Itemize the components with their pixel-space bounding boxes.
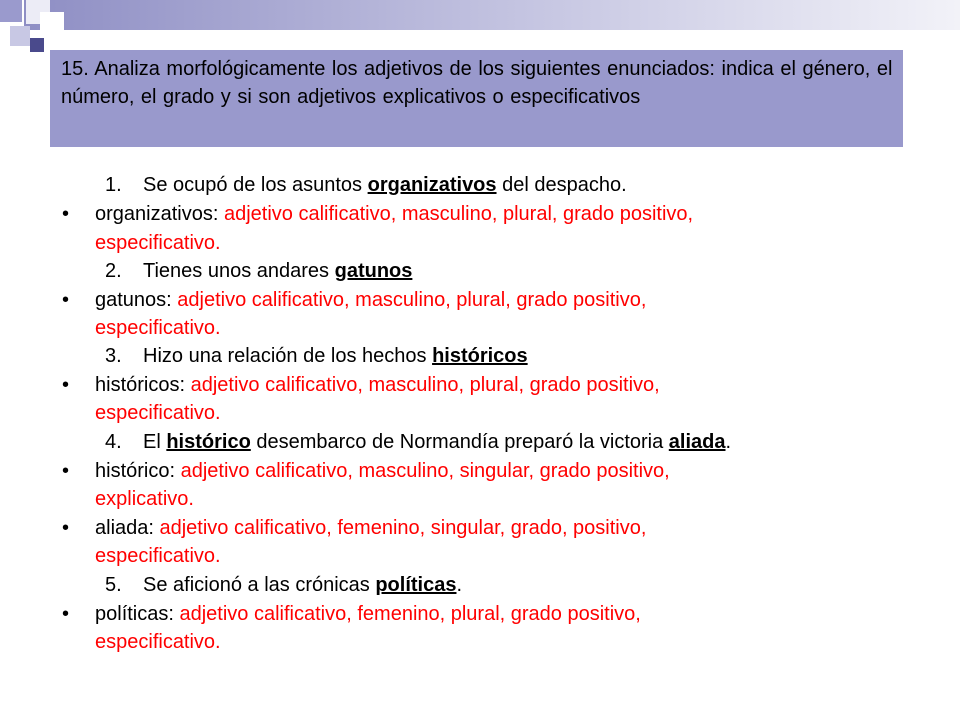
analysis-bullet: • aliada: adjetivo calificativo, femenino, singular, grado, positivo, — [62, 517, 647, 539]
target-adjective: políticas — [375, 574, 457, 596]
analysis-continuation: especificativo. — [95, 545, 221, 567]
target-adjective: históricos — [432, 345, 528, 367]
top-gradient-bar — [24, 0, 960, 30]
analysis-bullet: • históricos: adjetivo calificativo, masculino, plural, grado positivo, — [62, 374, 660, 396]
analysis-continuation: especificativo. — [95, 232, 221, 254]
analysis-continuation: explicativo. — [95, 488, 194, 510]
corner-square — [30, 38, 44, 52]
corner-square — [40, 12, 64, 36]
analysis-bullet: • políticas: adjetivo calificativo, femenino, plural, grado positivo, — [62, 603, 641, 625]
exercise-title-box — [50, 50, 903, 147]
sentence-1: 1. Se ocupó de los asuntos organizativos del despacho. — [105, 174, 627, 196]
corner-square — [0, 0, 22, 22]
analysis-bullet: • organizativos: adjetivo calificativo, masculino, plural, grado positivo, — [62, 203, 694, 225]
exercise-title: 15. Analiza morfológicamente los adjetivos de los siguientes enunciados: indica el género, el número, el grado y si son adjetivos explicativos o especificativos — [61, 58, 893, 108]
target-adjective: organizativos — [367, 174, 497, 196]
analysis-bullet: • gatunos: adjetivo calificativo, masculino, plural, grado positivo, — [62, 289, 647, 311]
sentence-3: 3. Hizo una relación de los hechos históricos — [105, 345, 528, 367]
analysis-continuation: especificativo. — [95, 402, 221, 424]
sentence-4: 4. El histórico desembarco de Normandía preparó la victoria aliada. — [105, 431, 732, 453]
corner-square — [10, 26, 30, 46]
target-adjective: aliada — [668, 431, 726, 453]
sentence-5: 5. Se aficionó a las crónicas políticas. — [105, 574, 463, 596]
analysis-continuation: especificativo. — [95, 317, 221, 339]
analysis-bullet: • histórico: adjetivo calificativo, masculino, singular, grado positivo, — [62, 460, 670, 482]
target-adjective: histórico — [166, 431, 251, 453]
sentence-2: 2. Tienes unos andares gatunos — [105, 260, 413, 282]
analysis-continuation: especificativo. — [95, 631, 221, 653]
target-adjective: gatunos — [334, 260, 413, 282]
